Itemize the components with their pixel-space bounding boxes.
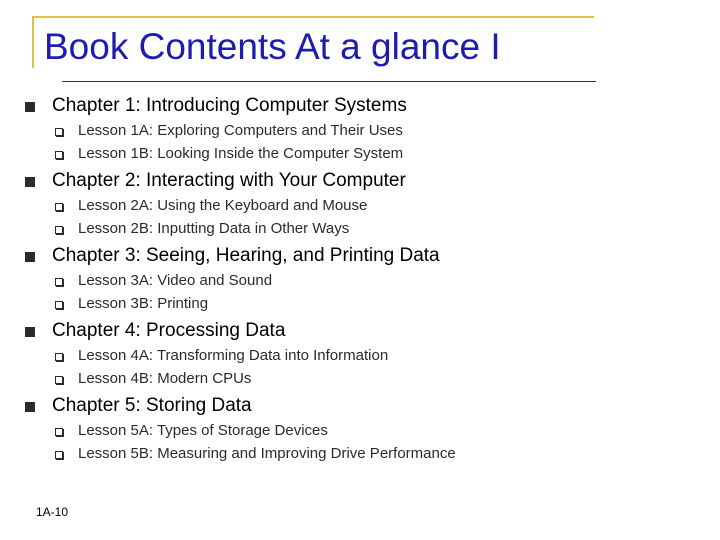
lesson-label: Lesson 3B: Printing xyxy=(78,295,209,312)
hollow-square-bullet-icon xyxy=(55,128,63,136)
hollow-square-bullet-icon xyxy=(55,226,63,234)
lesson-item xyxy=(0,218,700,240)
lesson-item xyxy=(0,368,700,390)
slide-number: 1A-10 xyxy=(36,505,69,519)
chapter-item-3 xyxy=(0,242,720,317)
title-frame-left-border xyxy=(32,16,34,68)
lesson-label: Lesson 1A: Exploring Computers and Their Uses xyxy=(78,122,403,139)
hollow-square-bullet-icon xyxy=(55,353,63,361)
hollow-square-bullet-icon xyxy=(55,301,63,309)
filled-square-bullet-icon xyxy=(25,102,35,112)
lesson-label: Lesson 2B: Inputting Data in Other Ways xyxy=(78,220,350,237)
lesson-item xyxy=(0,270,700,292)
hollow-square-bullet-icon xyxy=(55,428,63,436)
lesson-item xyxy=(0,443,700,465)
chapter-item-5 xyxy=(0,392,720,467)
hollow-square-bullet-icon xyxy=(55,151,63,159)
chapter-item-2 xyxy=(0,167,720,242)
lesson-item xyxy=(0,120,700,142)
chapter-label: Chapter 2: Interacting with Your Computer xyxy=(52,170,406,191)
lesson-item xyxy=(0,195,700,217)
slide-title: Book Contents At a glance I xyxy=(44,26,501,67)
filled-square-bullet-icon xyxy=(25,252,35,262)
chapter-label: Chapter 4: Processing Data xyxy=(52,320,286,341)
chapter-label: Chapter 3: Seeing, Hearing, and Printing Data xyxy=(52,245,440,266)
chapter-row xyxy=(0,242,700,270)
lesson-item xyxy=(0,143,700,165)
lesson-label: Lesson 3A: Video and Sound xyxy=(78,272,273,289)
lesson-label: Lesson 4B: Modern CPUs xyxy=(78,370,252,387)
filled-square-bullet-icon xyxy=(25,402,35,412)
lesson-item xyxy=(0,420,700,442)
chapter-item-1 xyxy=(0,92,720,167)
lesson-label: Lesson 5B: Measuring and Improving Drive Performance xyxy=(78,445,456,462)
chapter-row xyxy=(0,317,700,345)
filled-square-bullet-icon xyxy=(25,327,35,337)
chapter-item-4 xyxy=(0,317,720,392)
chapter-row xyxy=(0,92,700,120)
chapter-row xyxy=(0,167,700,195)
hollow-square-bullet-icon xyxy=(55,451,63,459)
lesson-item xyxy=(0,345,700,367)
outline-list xyxy=(0,92,720,467)
lesson-label: Lesson 1B: Looking Inside the Computer System xyxy=(78,145,404,162)
title-underline-rule xyxy=(62,81,596,82)
filled-square-bullet-icon xyxy=(25,177,35,187)
lesson-label: Lesson 4A: Transforming Data into Information xyxy=(78,347,389,364)
lesson-label: Lesson 5A: Types of Storage Devices xyxy=(78,422,328,439)
hollow-square-bullet-icon xyxy=(55,278,63,286)
chapter-label: Chapter 5: Storing Data xyxy=(52,395,252,416)
title-frame-top-border xyxy=(32,16,594,18)
lesson-item xyxy=(0,293,700,315)
hollow-square-bullet-icon xyxy=(55,203,63,211)
lesson-label: Lesson 2A: Using the Keyboard and Mouse xyxy=(78,197,368,214)
chapter-label: Chapter 1: Introducing Computer Systems xyxy=(52,95,407,116)
chapter-row xyxy=(0,392,700,420)
hollow-square-bullet-icon xyxy=(55,376,63,384)
